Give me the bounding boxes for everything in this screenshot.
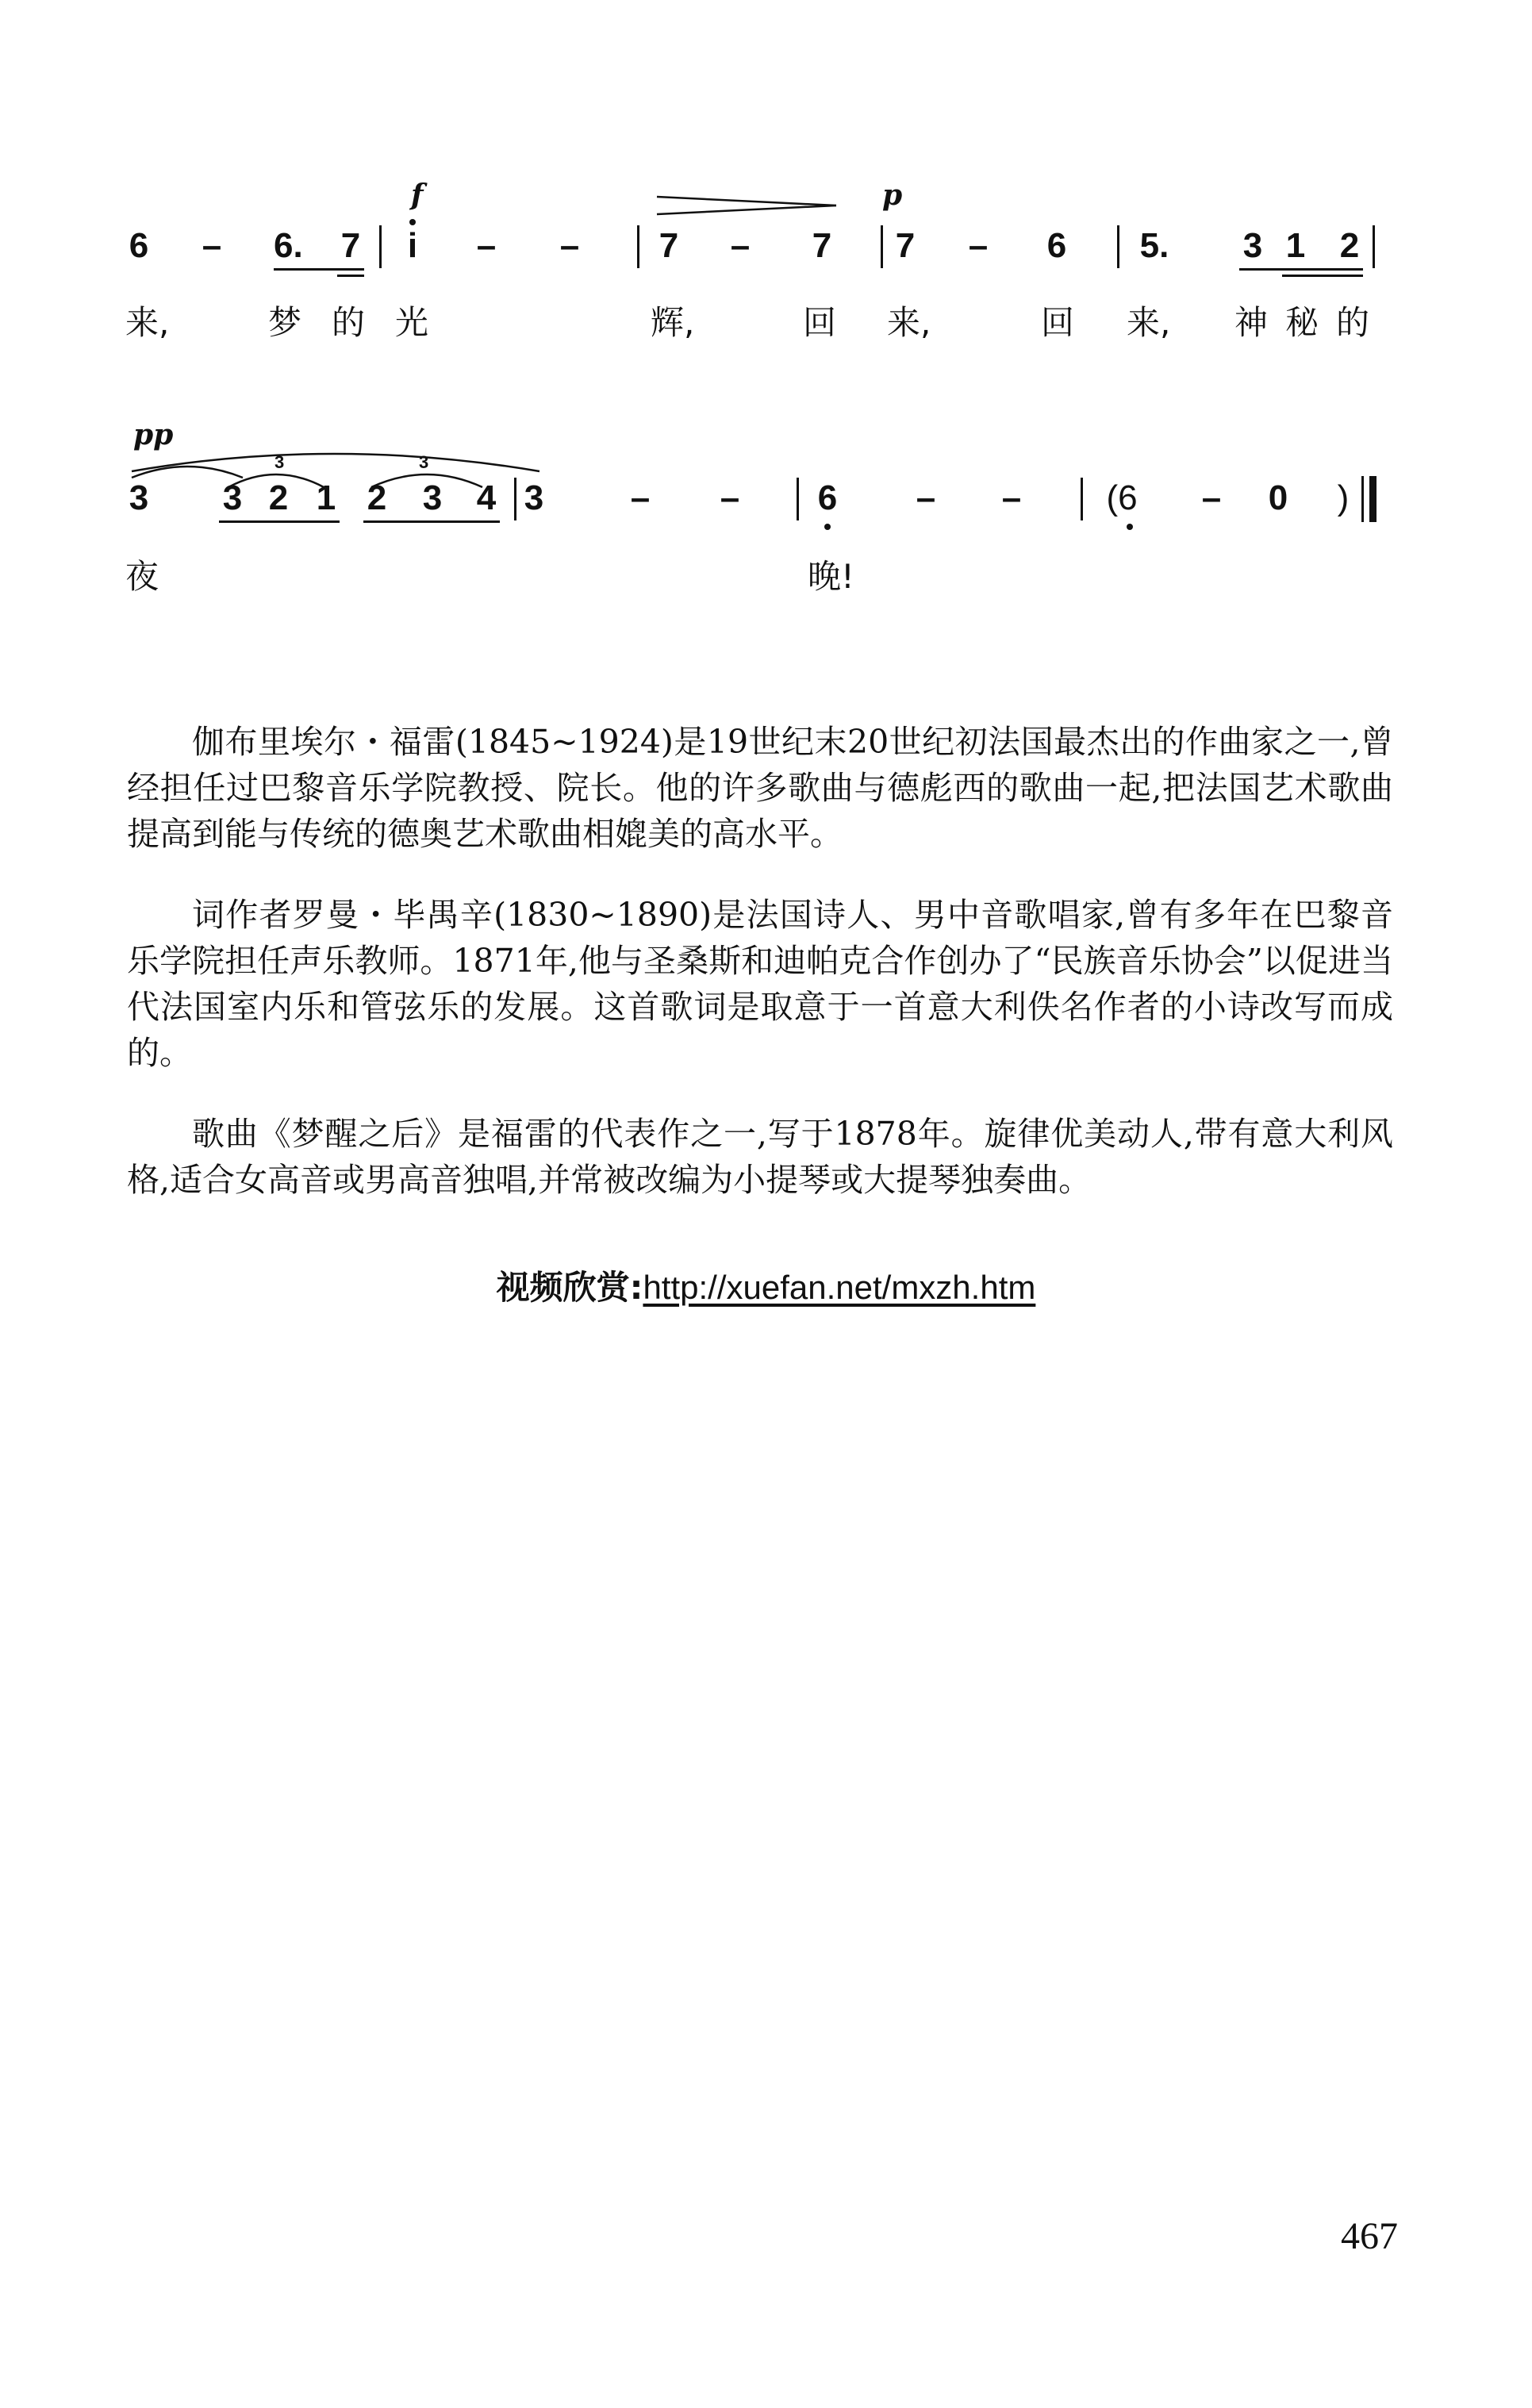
underline-sixteenth	[1282, 275, 1363, 277]
barline	[514, 478, 516, 520]
note: 7	[340, 226, 361, 265]
note: 2	[268, 478, 289, 517]
dash: –	[202, 226, 222, 265]
note: i	[407, 226, 418, 265]
lyric: 来,	[1127, 303, 1171, 342]
underline-sixteenth	[337, 275, 364, 277]
lyric: 晚!	[808, 557, 854, 596]
note: 3	[1242, 226, 1263, 265]
note: (6	[1106, 478, 1138, 517]
barline	[637, 225, 639, 268]
dash: –	[1201, 478, 1222, 517]
note: 7	[895, 226, 916, 265]
note: 0	[1268, 478, 1288, 517]
note: 2	[367, 478, 387, 517]
lyric: 来,	[125, 303, 170, 342]
final-barline-thin	[1361, 476, 1364, 522]
lyric: 梦	[268, 303, 302, 342]
dash: –	[968, 226, 989, 265]
barline	[1373, 225, 1375, 268]
dash: –	[476, 226, 497, 265]
underline-eighth	[274, 268, 364, 271]
note: 3	[524, 478, 544, 517]
triplet-mark: 3	[275, 452, 285, 472]
barline	[1081, 478, 1083, 520]
underline-eighth	[219, 520, 340, 523]
video-label: 视频欣赏:	[496, 1268, 643, 1307]
note: 6	[817, 478, 838, 517]
paragraph-song-info: 歌曲《梦醒之后》是福雷的代表作之一,写于1878年。旋律优美动人,带有意大利风格,适合女高音或男高音独唱,并常被改编为小提琴或大提琴独奏曲。	[127, 1115, 1393, 1199]
high-octave-dot	[409, 219, 416, 225]
lyric: 回	[803, 303, 837, 342]
lyric: 回	[1041, 303, 1075, 342]
lyric: 的	[1336, 303, 1370, 342]
barline	[379, 225, 382, 268]
note: 3	[129, 478, 149, 517]
note: 6	[1046, 226, 1067, 265]
video-line	[0, 1268, 1532, 1308]
paragraph-composer-bio: 伽布里埃尔・福雷(1845~1924)是19世纪末20世纪初法国最杰出的作曲家之一,曾经担任过巴黎音乐学院教授、院长。他的许多歌曲与德彪西的歌曲一起,把法国艺术歌曲提高到能与传统的德奥艺术歌曲相媲美的高水平。	[127, 723, 1393, 853]
triplet-mark: 3	[419, 452, 429, 472]
barline	[881, 225, 883, 268]
video-link[interactable]: http://xuefan.net/mxzh.htm	[643, 1269, 1036, 1306]
underline-eighth	[363, 520, 500, 523]
decrescendo-hairpin	[655, 195, 838, 216]
paragraph-lyricist-bio: 词作者罗曼・毕禺辛(1830~1890)是法国诗人、男中音歌唱家,曾有多年在巴黎音乐学院担任声乐教师。1871年,他与圣桑斯和迪帕克合作创办了“民族音乐协会”以促进当代法国室内乐和管弦乐的发展。这首歌词是取意于一首意大利佚名作者的小诗改写而成的。	[127, 896, 1393, 1072]
barline	[797, 478, 799, 520]
lyric: 夜	[125, 557, 159, 596]
barline	[1117, 225, 1119, 268]
dash: –	[720, 478, 740, 517]
final-barline-thick	[1369, 476, 1376, 522]
low-octave-dot	[1127, 524, 1133, 530]
note: 1	[316, 478, 336, 517]
dash: –	[730, 226, 751, 265]
note: 6	[129, 226, 149, 265]
lyric: 来,	[887, 303, 931, 342]
note: 3	[222, 478, 243, 517]
dash: –	[916, 478, 936, 517]
dash: –	[630, 478, 651, 517]
lyric: 辉,	[651, 303, 695, 342]
note: 1	[1285, 226, 1306, 265]
page-number: 467	[1341, 2215, 1398, 2257]
note: 6.	[274, 226, 303, 265]
lyric: 秘	[1285, 303, 1319, 342]
note: 2	[1339, 226, 1360, 265]
lyric: 神	[1234, 303, 1269, 342]
lyric: 光	[395, 303, 429, 342]
lyric: 的	[332, 303, 366, 342]
dash: –	[559, 226, 580, 265]
note: )	[1337, 478, 1350, 517]
dynamic-forte: f	[411, 179, 424, 212]
note: 7	[658, 226, 679, 265]
underline-eighth	[1239, 268, 1363, 271]
dynamic-piano: p	[882, 179, 903, 212]
dash: –	[1001, 478, 1022, 517]
note: 3	[422, 478, 443, 517]
note: 7	[812, 226, 832, 265]
note: 5.	[1139, 226, 1169, 265]
dynamic-pianissimo: pp	[133, 418, 174, 451]
low-octave-dot	[824, 524, 831, 530]
note: 4	[476, 478, 497, 517]
